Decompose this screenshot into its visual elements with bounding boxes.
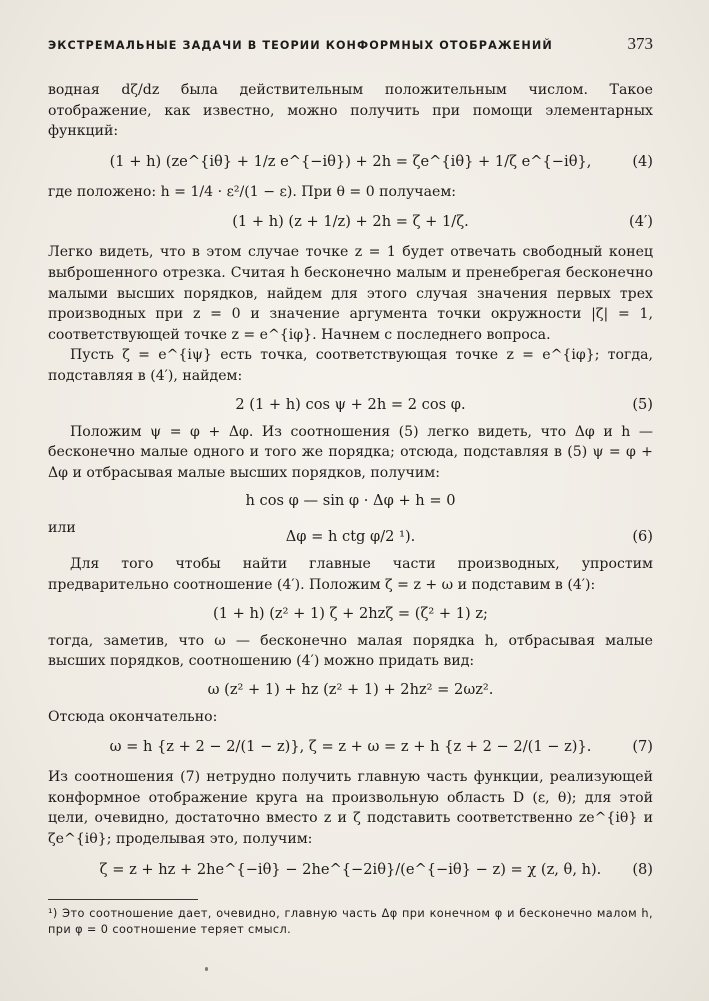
paragraph-9: Из соотношения (7) нетрудно получить главную часть функции, реализующей конформное отображение круга на произвольную область D (ε, θ); для этой цели, очевидно, достаточно вместо z и ζ подставить соответственно ze^{iθ} и ζe^{iθ}; проделывая это, получим:	[48, 769, 653, 848]
paragraph-3: Легко видеть, что в этом случае точке z = 1 будет отвечать свободный конец выброшенного отрезка. Считая h бесконечно малым и пренебрегая бесконечно малыми высших порядков, найдем для этого случая значения первых трех производных при z = 0 и значение аргумента точки окружности |ζ| = 1, соответствующей точке z = e^{iφ}. Начнем с последнего вопроса.	[48, 244, 653, 343]
footnote-divider	[48, 899, 198, 900]
paragraph-7: тогда, заметив, что ω — бесконечно малая порядка h, отбрасывая малые высших порядков, соотношению (4′) можно придать вид:	[48, 632, 653, 670]
equation-omega-body: ω (z² + 1) + hz (z² + 1) + 2hz² = 2ωz².	[207, 680, 494, 698]
equation-4	[48, 149, 653, 175]
equation-7-body: ω = h {z + 2 − 2/(1 − z)}, ζ = z + ω = z + h {z + 2 − 2/(1 − z)}.	[109, 738, 592, 756]
equation-8	[48, 857, 653, 883]
paragraph-2: где положено: h = 1/4 · ε²/(1 − ε). При θ = 0 получаем:	[48, 183, 457, 200]
running-header	[48, 34, 653, 54]
equation-6	[48, 526, 653, 547]
equation-5	[48, 394, 653, 415]
footnote: ¹) Это соотношение дает, очевидно, главную часть Δφ при конечном φ и бесконечно малом h, при φ = 0 соотношение теряет смысл.	[48, 906, 653, 936]
equation-5-number: (5)	[632, 395, 653, 413]
equation-5-body: 2 (1 + h) cos ψ + 2h = 2 cos φ.	[235, 395, 466, 413]
equation-8-number: (8)	[632, 860, 653, 878]
page-number: 373	[627, 34, 653, 53]
paragraph-8: Отсюда окончательно:	[48, 708, 218, 725]
equation-substitution	[48, 603, 653, 624]
equation-8-body: ζ = z + hz + 2he^{−iθ} − 2he^{−2iθ}/(e^{−iθ} − z) = χ (z, θ, h).	[99, 860, 602, 878]
equation-linearized-body: h cos φ — sin φ · Δφ + h = 0	[245, 492, 456, 510]
equation-6-number: (6)	[632, 528, 653, 546]
equation-4-prime-body: (1 + h) (z + 1/z) + 2h = ζ + 1/ζ.	[232, 213, 469, 231]
paragraph-4: Пусть ζ = e^{iψ} есть точка, соответствующая точке z = e^{iφ}; тогда, подставляя в (4′), найдем:	[48, 347, 653, 384]
equation-7	[48, 734, 653, 760]
header-title: ЭКСТРЕМАЛЬНЫЕ ЗАДАЧИ В ТЕОРИИ КОНФОРМНЫХ ОТОБРАЖЕНИЙ	[48, 39, 553, 52]
equation-6-body: Δφ = h ctg φ/2 ¹).	[285, 528, 416, 546]
equation-linearized	[48, 490, 653, 511]
paragraph-5: Положим ψ = φ + Δφ. Из соотношения (5) легко видеть, что Δφ и h — бесконечно малые одного и того же порядка; отсюда, подставляя в (5) ψ = φ + Δφ и отбрасывая малые высших порядков, получим:	[48, 423, 653, 481]
word-or: или	[48, 520, 76, 537]
equation-4-number: (4)	[632, 152, 653, 170]
print-speck	[205, 967, 208, 971]
paragraph-1: водная dζ/dz была действительным положительным числом. Такое отображение, как известно, можно получить при помощи элементарных функций:	[48, 82, 653, 140]
paragraph-6: Для того чтобы найти главные части производных, упростим предварительно соотношение (4′). Положим ζ = z + ω и подставим в (4′):	[48, 556, 653, 593]
equation-4-prime	[48, 209, 653, 235]
equation-4-prime-number: (4′)	[629, 213, 653, 231]
equation-omega	[48, 679, 653, 700]
equation-7-number: (7)	[632, 738, 653, 756]
equation-4-body: (1 + h) (ze^{iθ} + 1/z e^{−iθ}) + 2h = ζe^{iθ} + 1/ζ e^{−iθ},	[109, 152, 592, 170]
equation-substitution-body: (1 + h) (z² + 1) ζ + 2hzζ = (ζ² + 1) z;	[213, 604, 488, 622]
